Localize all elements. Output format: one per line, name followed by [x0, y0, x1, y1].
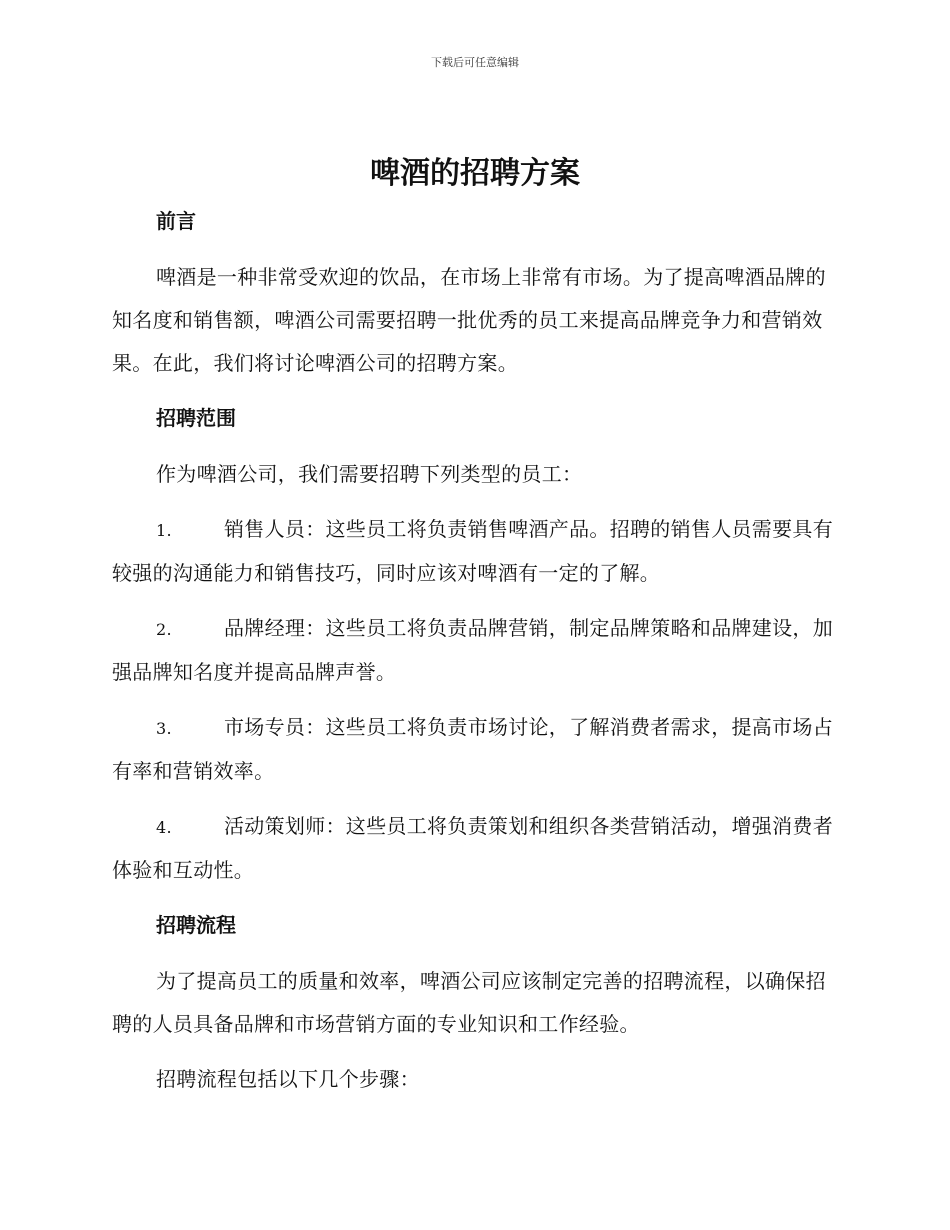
list-item [112, 607, 838, 694]
list-text: 活动策划师：这些员工将负责策划和组织各类营销活动，增强消费者体验和互动性。 [112, 814, 833, 882]
list-number: 2. [156, 620, 172, 639]
document-title: 啤酒的招聘方案 [370, 156, 580, 191]
list-number: 1. [156, 521, 172, 540]
list-item [112, 508, 838, 595]
process-steps-intro: 招聘流程包括以下几个步骤： [156, 1067, 420, 1091]
section-heading-scope: 招聘范围 [156, 406, 236, 430]
list-text: 品牌经理：这些员工将负责品牌营销，制定品牌策略和品牌建设，加强品牌知名度并提高品牌声誉。 [112, 616, 833, 684]
section-heading-process: 招聘流程 [156, 913, 236, 937]
preface-paragraph: 啤酒是一种非常受欢迎的饮品，在市场上非常有市场。为了提高啤酒品牌的知名度和销售额，啤酒公司需要招聘一批优秀的员工来提高品牌竞争力和营销效果。在此，我们将讨论啤酒公司的招聘方案。 [112, 265, 826, 375]
list-item [112, 706, 838, 793]
list-text: 销售人员：这些员工将负责销售啤酒产品。招聘的销售人员需要具有较强的沟通能力和销售技巧，同时应该对啤酒有一定的了解。 [112, 517, 833, 585]
list-item [112, 805, 838, 892]
process-paragraph: 为了提高员工的质量和效率，啤酒公司应该制定完善的招聘流程，以确保招聘的人员具备品牌和市场营销方面的专业知识和工作经验。 [112, 969, 826, 1036]
list-number: 4. [156, 818, 172, 837]
list-text: 市场专员：这些员工将负责市场讨论，了解消费者需求，提高市场占有率和营销效率。 [112, 715, 833, 783]
section-heading-preface: 前言 [156, 209, 196, 233]
scope-list [112, 508, 838, 892]
page-header-note: 下载后可任意编辑 [431, 56, 519, 69]
scope-intro: 作为啤酒公司，我们需要招聘下列类型的员工： [156, 462, 583, 486]
document-body [112, 150, 838, 1101]
list-number: 3. [156, 719, 172, 738]
